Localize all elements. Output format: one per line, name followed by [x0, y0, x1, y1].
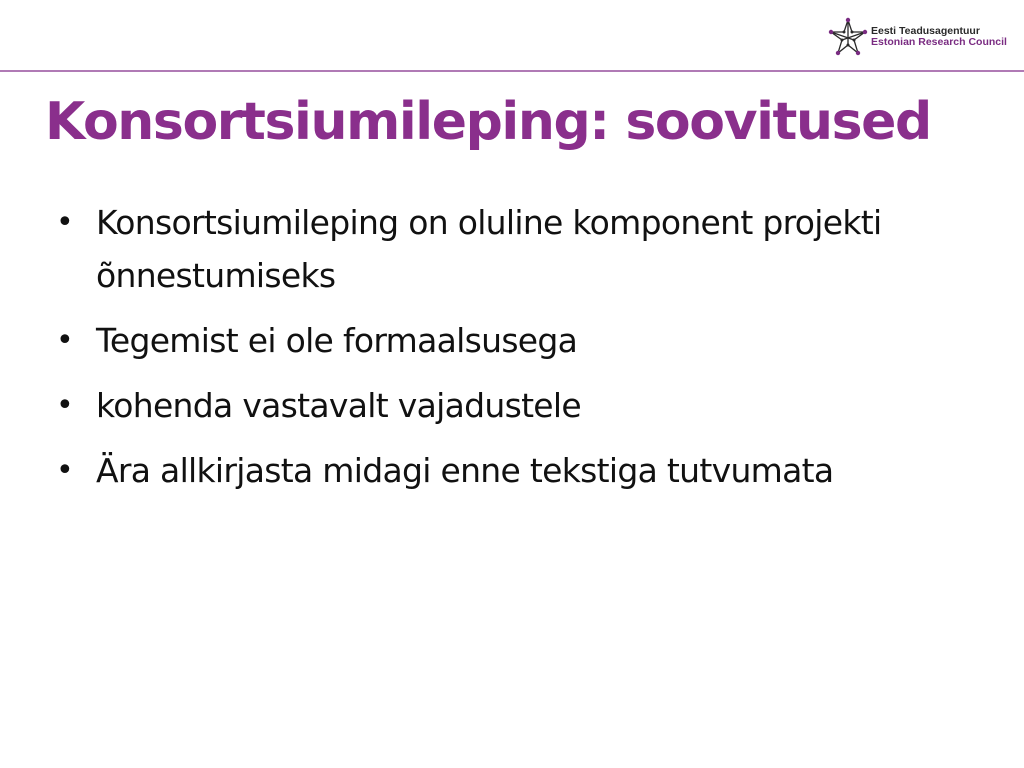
bullet-icon: •	[56, 323, 73, 358]
slide-title: Konsortsiumileping: soovitused	[45, 92, 931, 152]
star-network-logo-icon	[828, 17, 868, 57]
bullet-text: kohenda vastavalt vajadustele	[96, 386, 581, 425]
bullet-item	[52, 444, 992, 497]
bullet-icon: •	[56, 388, 73, 423]
estonian-research-council-logo	[828, 16, 1018, 58]
bullet-icon: •	[56, 205, 73, 240]
bullet-text: Konsortsiumileping on oluline komponent projekti õnnestumiseks	[96, 203, 882, 295]
logo-text	[871, 26, 1007, 48]
logo-name-estonian: Eesti Teadusagentuur	[871, 24, 980, 37]
bullet-item	[52, 314, 992, 367]
bullet-item	[52, 379, 992, 432]
header-divider	[0, 70, 1024, 72]
bullet-text: Ära allkirjasta midagi enne tekstiga tutvumata	[96, 451, 834, 490]
logo-name-english: Estonian Research Council	[871, 36, 1007, 48]
bullet-list	[52, 196, 992, 509]
bullet-icon: •	[56, 453, 73, 488]
bullet-text: Tegemist ei ole formaalsusega	[96, 321, 578, 360]
bullet-item	[52, 196, 992, 302]
